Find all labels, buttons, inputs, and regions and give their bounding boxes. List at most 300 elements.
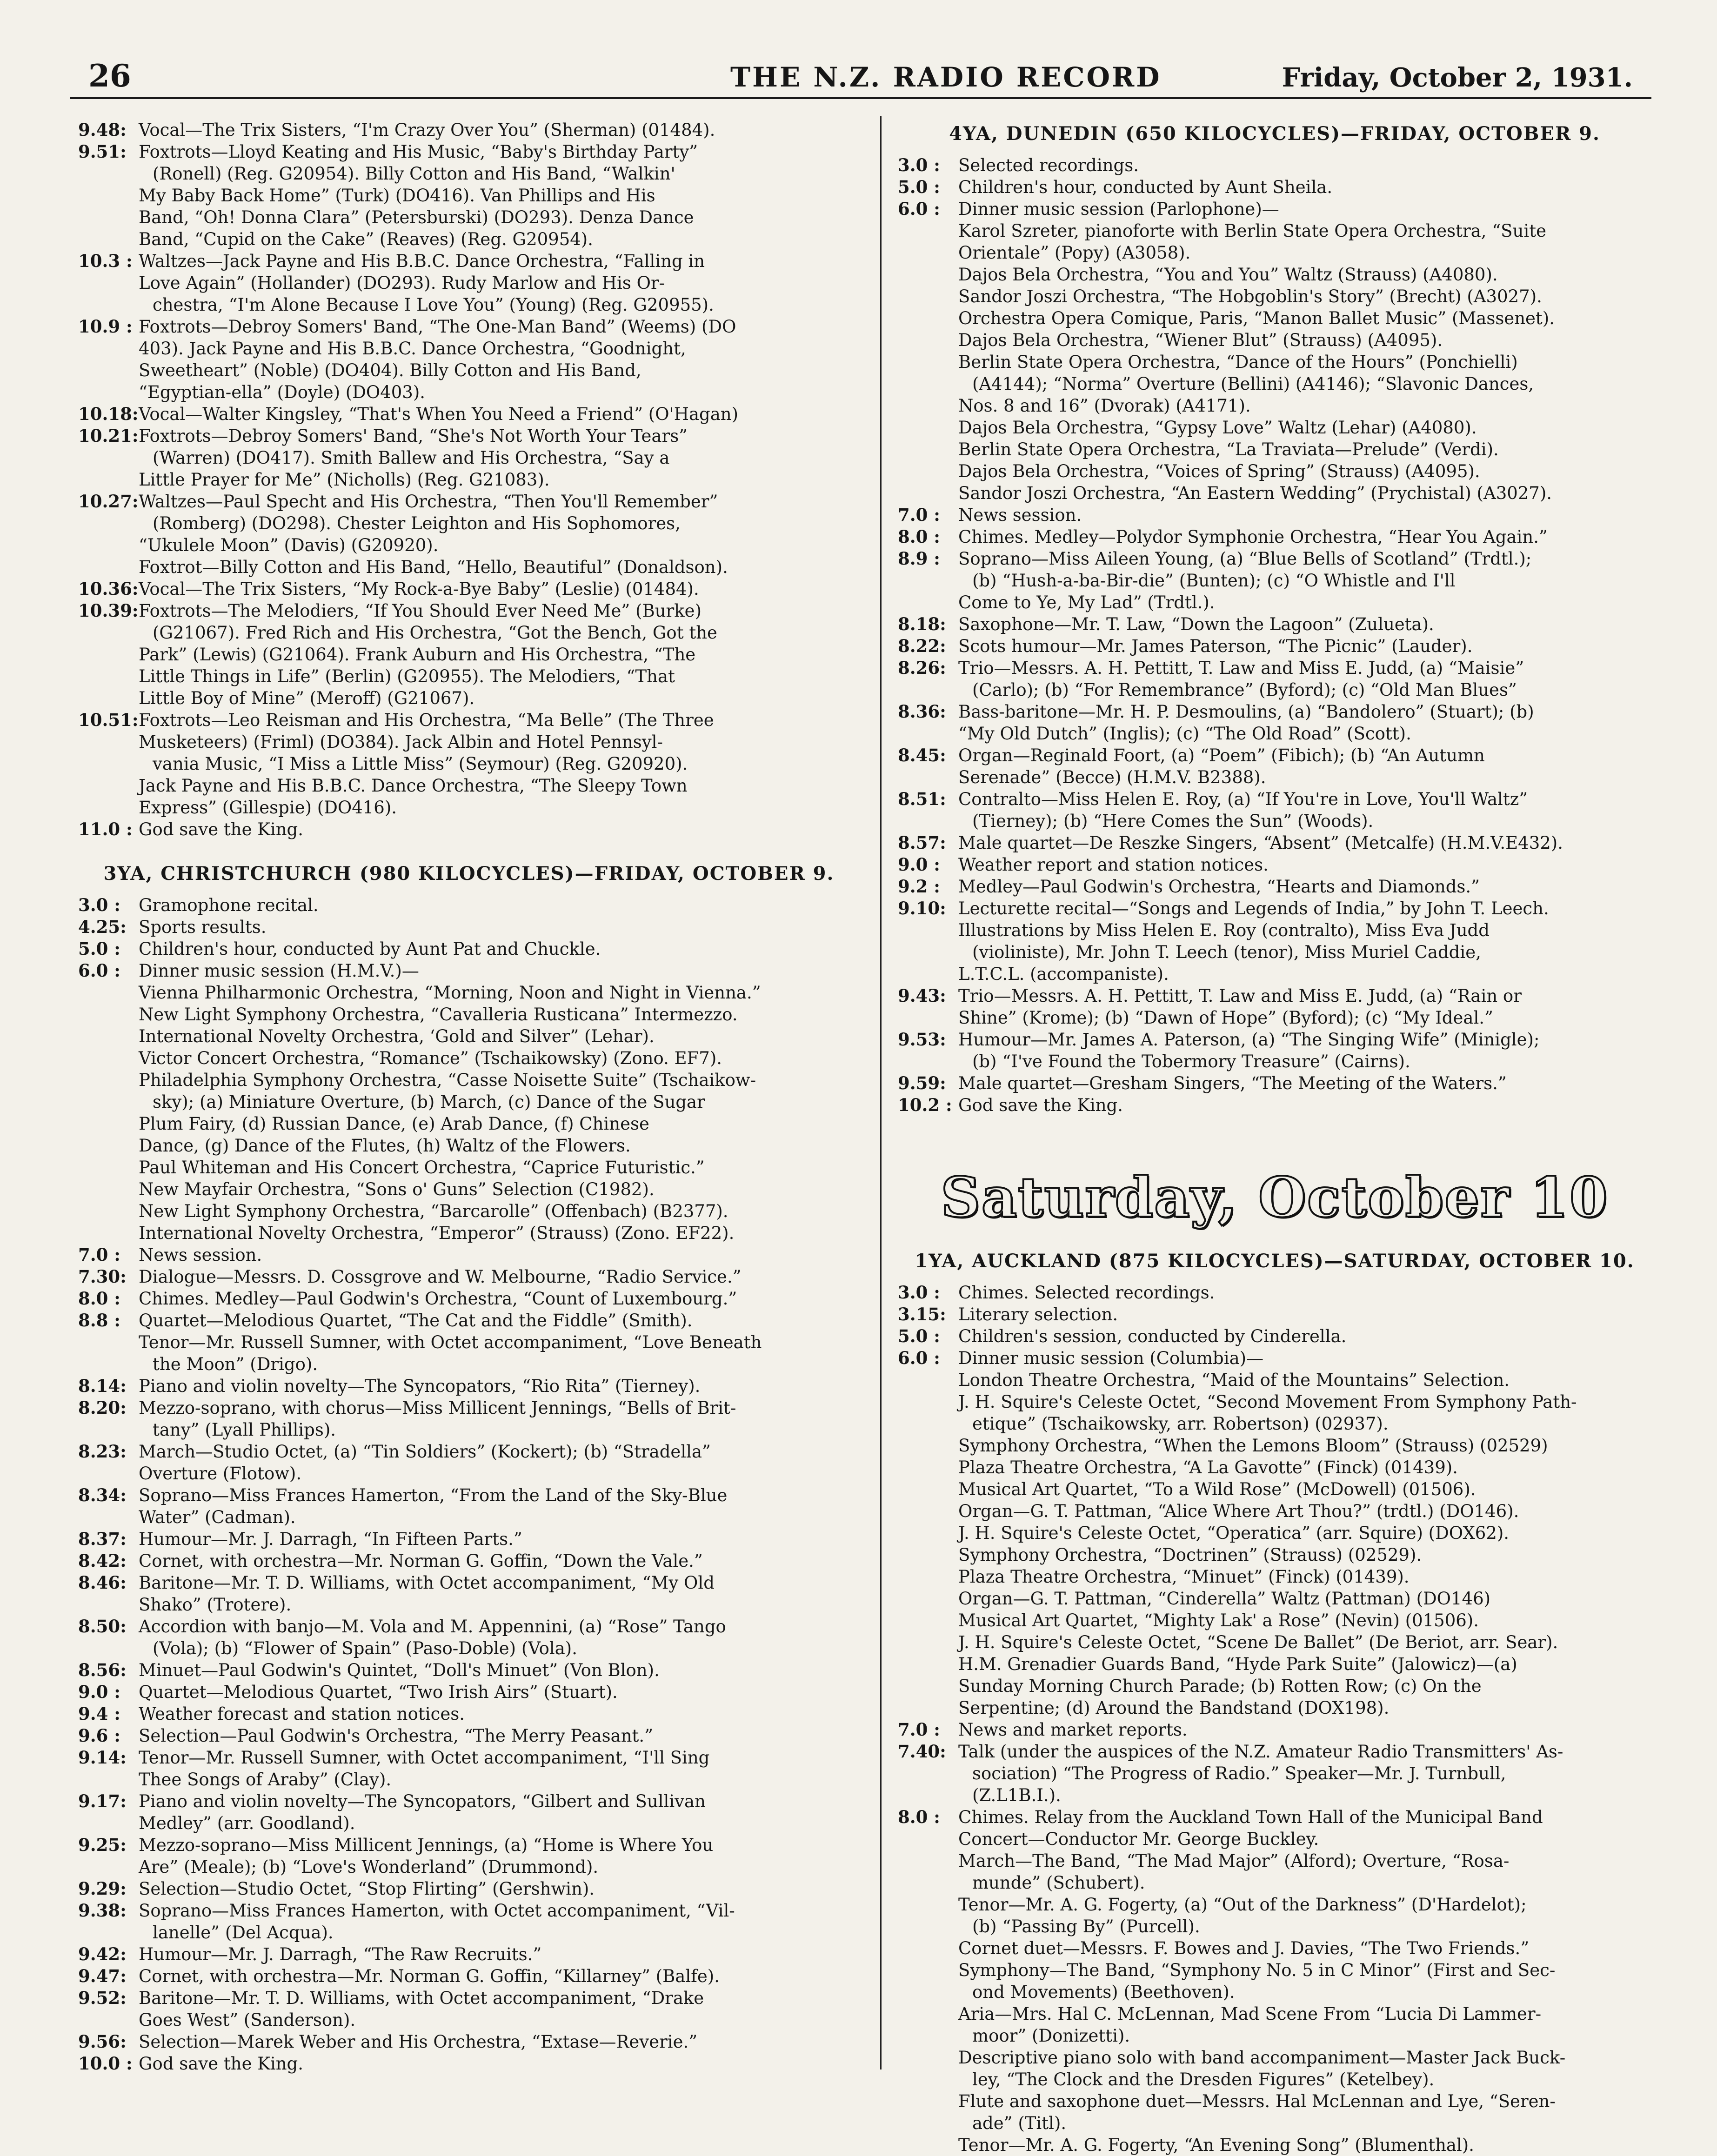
listing-line (78, 1135, 860, 1157)
listing-time: 3.0 : (78, 895, 120, 915)
listing-text: Symphony Orchestra, “When the Lemons Bloom” (Strauss) (02529) (958, 1436, 1548, 1456)
listing-line (78, 1550, 860, 1572)
listing-line (78, 228, 860, 250)
listing-line (78, 622, 860, 644)
listing-text: “Ukulele Moon” (Davis) (G20920). (139, 535, 439, 555)
listing-time: 10.36: (78, 579, 139, 599)
listing-line (78, 1834, 860, 1856)
listing-line (78, 818, 860, 840)
listing-text: Shako” (Trotere). (139, 1595, 292, 1615)
listing-line (78, 469, 860, 491)
listing-line (898, 482, 1651, 504)
listing-time: 9.53: (898, 1029, 946, 1050)
section-heading-3ya: 3YA, CHRISTCHURCH (980 KILOCYCLES)—FRIDAY, OCTOBER 9. (103, 863, 835, 885)
listing-text: Sunday Morning Church Parade; (b) Rotten Row; (c) On the (958, 1676, 1482, 1696)
listing-line (898, 898, 1651, 919)
listing-line (78, 1506, 860, 1528)
left-column (78, 119, 860, 2075)
listing-line (78, 1572, 860, 1594)
listing-line (898, 1325, 1651, 1347)
listing-text: Sports results. (139, 917, 267, 937)
listing-time: 9.38: (78, 1900, 127, 1921)
listing-text: Minuet—Paul Godwin's Quintet, “Doll's Minuet” (Von Blon). (139, 1660, 660, 1680)
listing-text: Serpentine; (d) Around the Bandstand (DOX198). (958, 1698, 1390, 1718)
listing-line (78, 1091, 860, 1113)
listing-text: Concert—Conductor Mr. George Buckley. (958, 1829, 1319, 1849)
listing-text: Paul Whiteman and His Concert Orchestra, “Caprice Futuristic.” (139, 1158, 705, 1178)
listing-line (898, 307, 1651, 329)
listing-text: Express” (Gillespie) (DO416). (139, 798, 397, 818)
listing-line (78, 359, 860, 381)
listing-text: Come to Ye, My Lad” (Trdtl.). (958, 592, 1215, 612)
listing-text: Karol Szreter, pianoforte with Berlin State Opera Orchestra, “Suite (958, 221, 1546, 241)
listing-time: 8.23: (78, 1441, 127, 1462)
listing-line (898, 766, 1651, 788)
1ya-listings (898, 1282, 1651, 2156)
listing-line (78, 894, 860, 916)
listing-line (898, 876, 1651, 898)
listing-line (898, 198, 1651, 220)
listing-line (78, 1353, 860, 1375)
listing-time: 9.14: (78, 1747, 127, 1768)
listing-text: Quartet—Melodious Quartet, “The Cat and the Fiddle” (Smith). (139, 1311, 693, 1331)
listing-text: Berlin State Opera Orchestra, “La Traviata—Prelude” (Verdi). (958, 439, 1499, 459)
listing-line (78, 381, 860, 403)
column-divider (880, 116, 882, 2069)
listing-time: 7.0 : (898, 505, 940, 525)
listing-text: (Tierney); (b) “Here Comes the Sun” (Woods). (972, 811, 1374, 831)
listing-line (898, 1007, 1651, 1029)
listing-line (898, 679, 1651, 701)
friday-continued-listings (78, 119, 860, 840)
listing-text: Accordion with banjo—M. Vola and M. Appennini, (a) “Rose” Tango (139, 1617, 726, 1637)
listing-time: 8.46: (78, 1572, 127, 1593)
listing-text: Mezzo-soprano—Miss Millicent Jennings, (a) “Home is Where You (139, 1835, 714, 1855)
listing-line (898, 1457, 1651, 1478)
listing-text: Piano and violin novelty—The Syncopators, “Rio Rita” (Tierney). (139, 1376, 701, 1396)
listing-time: 7.40: (898, 1741, 946, 1762)
listing-text: Vienna Philharmonic Orchestra, “Morning, Noon and Night in Vienna.” (139, 983, 761, 1003)
listing-text: Saxophone—Mr. T. Law, “Down the Lagoon” (Zulueta). (958, 614, 1434, 634)
listing-text: God save the King. (139, 819, 303, 839)
listing-line (898, 176, 1651, 198)
listing-text: New Light Symphony Orchestra, “Cavalleria Rusticana” Intermezzo. (139, 1005, 738, 1025)
listing-text: sociation) “The Progress of Radio.” Speaker—Mr. J. Turnbull, (972, 1763, 1506, 1783)
listing-line (898, 351, 1651, 373)
listing-line (78, 1222, 860, 1244)
listing-text: Dance, (g) Dance of the Flutes, (h) Waltz of the Flowers. (139, 1136, 631, 1156)
listing-line (78, 1200, 860, 1222)
listing-time: 10.39: (78, 600, 139, 621)
listing-line (898, 460, 1651, 482)
listing-line (78, 1004, 860, 1025)
listing-line (898, 504, 1651, 526)
listing-line (78, 775, 860, 797)
listing-time: 9.47: (78, 1966, 127, 1986)
listing-line (898, 1916, 1651, 1937)
listing-text: Flute and saxophone duet—Messrs. Hal McLennan and Lye, “Seren- (958, 2091, 1556, 2111)
listing-text: Park” (Lewis) (G21064). Frank Auburn and His Orchestra, “The (139, 645, 696, 665)
listing-time: 10.27: (78, 491, 139, 512)
listing-text: Foxtrot—Billy Cotton and His Band, “Hello, Beautiful” (Donaldson). (139, 557, 728, 577)
listing-line (78, 1812, 860, 1834)
listing-time: 8.18: (898, 614, 946, 634)
listing-line (78, 1943, 860, 1965)
listing-text: Little Things in Life” (Berlin) (G20955). The Melodiers, “That (139, 666, 675, 686)
listing-text: ade” (Titl). (972, 2113, 1067, 2133)
listing-line (898, 2047, 1651, 2069)
listing-time: 5.0 : (898, 177, 940, 197)
listing-time: 8.0 : (78, 1288, 120, 1309)
listing-text: Children's hour, conducted by Aunt Sheila. (958, 177, 1333, 197)
listing-text: Gramophone recital. (139, 895, 319, 915)
listing-text: Dajos Bela Orchestra, “Gypsy Love” Waltz (Lehar) (A4080). (958, 418, 1477, 438)
listing-text: Musical Art Quartet, “To a Wild Rose” (McDowell) (01506). (958, 1479, 1476, 1499)
listing-text: vania Music, “I Miss a Little Miss” (Seymour) (Reg. G20920). (153, 754, 688, 774)
listing-line (78, 1025, 860, 1047)
listing-line (898, 1347, 1651, 1369)
listing-line (898, 570, 1651, 592)
listing-line (78, 960, 860, 982)
listing-text: Male quartet—Gresham Singers, “The Meeting of the Waters.” (958, 1073, 1507, 1093)
listing-line (78, 2031, 860, 2053)
listing-line (898, 1631, 1651, 1653)
listing-time: 10.18: (78, 404, 139, 424)
listing-line (898, 1719, 1651, 1741)
listing-text: Band, “Cupid on the Cake” (Reaves) (Reg. G20954). (139, 229, 593, 249)
page-number: 26 (88, 58, 131, 94)
listing-line (898, 329, 1651, 351)
listing-time: 9.43: (898, 985, 946, 1006)
listing-text: Philadelphia Symphony Orchestra, “Casse Noisette Suite” (Tschaikow- (139, 1070, 756, 1090)
listing-text: Dinner music session (H.M.V.)— (139, 961, 419, 981)
listing-line (898, 1937, 1651, 1959)
listing-line (898, 1784, 1651, 1806)
listing-text: Organ—Reginald Foort, (a) “Poem” (Fibich); (b) “An Autumn (958, 745, 1485, 765)
listing-line (78, 1769, 860, 1790)
listing-text: Orchestra Opera Comique, Paris, “Manon Ballet Music” (Massenet). (958, 308, 1555, 328)
listing-line (78, 272, 860, 294)
listing-text: munde” (Schubert). (972, 1873, 1145, 1893)
listing-time: 8.8 : (78, 1310, 120, 1331)
listing-line (78, 316, 860, 338)
listing-line (78, 578, 860, 600)
listing-text: moor” (Donizetti). (972, 2026, 1130, 2046)
listing-text: Symphony Orchestra, “Doctrinen” (Strauss) (02529). (958, 1545, 1422, 1565)
listing-text: lanelle” (Del Acqua). (153, 1923, 334, 1943)
listing-line (78, 938, 860, 960)
listing-text: Selection—Marek Weber and His Orchestra, “Extase—Reverie.” (139, 2032, 698, 2052)
listing-time: 5.0 : (78, 938, 120, 959)
listing-text: Trio—Messrs. A. H. Pettitt, T. Law and Miss E. Judd, (a) “Maisie” (958, 658, 1524, 678)
listing-line (78, 1113, 860, 1135)
listing-line (78, 1288, 860, 1310)
listing-text: Tenor—Mr. Russell Sumner, with Octet accompaniment, “Love Beneath (139, 1332, 762, 1352)
listing-text: Plaza Theatre Orchestra, “Minuet” (Finck) (01439). (958, 1567, 1410, 1587)
listing-line (78, 447, 860, 469)
listing-line (78, 1157, 860, 1178)
listing-line (898, 1741, 1651, 1763)
listing-time: 8.37: (78, 1529, 127, 1549)
listing-text: tany” (Lyall Phillips). (153, 1420, 336, 1440)
listing-time: 9.42: (78, 1944, 127, 1964)
listing-time: 9.10: (898, 898, 946, 918)
listing-time: 7.0 : (78, 1244, 120, 1265)
listing-line (78, 1484, 860, 1506)
listing-line (78, 425, 860, 447)
listing-line (898, 1610, 1651, 1631)
listing-line (78, 119, 860, 141)
listing-line (78, 1244, 860, 1266)
listing-text: (Z.L1B.I.). (972, 1785, 1061, 1805)
listing-text: Foxtrots—Debroy Somers' Band, “The One-Man Band” (Weems) (DO (139, 317, 736, 337)
listing-line (898, 548, 1651, 570)
listing-text: Waltzes—Jack Payne and His B.B.C. Dance Orchestra, “Falling in (139, 251, 705, 271)
listing-text: Aria—Mrs. Hal C. McLennan, Mad Scene From “Lucia Di Lammer- (958, 2004, 1542, 2024)
listing-text: Waltzes—Paul Specht and His Orchestra, “Then You'll Remember” (139, 492, 718, 512)
listing-line (78, 1790, 860, 1812)
listing-text: Little Prayer for Me” (Nicholls) (Reg. G21083). (139, 470, 550, 490)
listing-line (898, 1763, 1651, 1784)
listing-time: 3.0 : (898, 1282, 940, 1303)
listing-line (78, 206, 860, 228)
listing-line (78, 1878, 860, 1900)
listing-text: sky); (a) Miniature Overture, (b) March, (c) Dance of the Sugar (153, 1092, 705, 1112)
listing-line (898, 1413, 1651, 1435)
listing-text: Dajos Bela Orchestra, “Voices of Spring” (Strauss) (A4095). (958, 461, 1480, 481)
listing-line (898, 220, 1651, 242)
listing-text: Dinner music session (Parlophone)— (958, 199, 1279, 219)
listing-text: Piano and violin novelty—The Syncopators, “Gilbert and Sullivan (139, 1791, 706, 1811)
listing-line (78, 1375, 860, 1397)
listing-text: Vocal—The Trix Sisters, “My Rock-a-Bye Baby” (Leslie) (01484). (139, 579, 699, 599)
listing-line (898, 1391, 1651, 1413)
listing-text: Symphony—The Band, “Symphony No. 5 in C Minor” (First and Sec- (958, 1960, 1556, 1980)
listing-text: Selection—Paul Godwin's Orchestra, “The Merry Peasant.” (139, 1726, 654, 1746)
listing-time: 8.34: (78, 1485, 127, 1505)
listing-text: (Warren) (DO417). Smith Ballew and His Orchestra, “Say a (153, 448, 670, 468)
listing-text: International Novelty Orchestra, ‘Gold and Silver” (Lehar). (139, 1026, 655, 1046)
listing-text: Love Again” (Hollander) (DO293). Rudy Marlow and His Or- (139, 273, 665, 293)
listing-line (898, 526, 1651, 548)
listing-line (898, 1653, 1651, 1675)
listing-time: 6.0 : (898, 199, 940, 219)
listing-text: L.T.C.L. (accompaniste). (958, 964, 1169, 984)
right-column (898, 119, 1651, 2156)
listing-line (898, 1850, 1651, 1872)
listing-time: 9.51: (78, 141, 127, 162)
listing-line (78, 1266, 860, 1288)
listing-time: 10.21: (78, 426, 139, 446)
listing-text: Foxtrots—The Melodiers, “If You Should Ever Need Me” (Burke) (139, 601, 701, 621)
listing-text: “My Old Dutch” (Inglis); (c) “The Old Road” (Scott). (958, 724, 1411, 744)
listing-line (898, 832, 1651, 854)
listing-text: Dinner music session (Columbia)— (958, 1348, 1264, 1368)
listing-text: the Moon” (Drigo). (153, 1354, 318, 1374)
listing-text: Tenor—Mr. Russell Sumner, with Octet accompaniment, “I'll Sing (139, 1748, 710, 1768)
section-heading-1ya: 1YA, AUCKLAND (875 KILOCYCLES)—SATURDAY, OCTOBER 10. (915, 1250, 1635, 1272)
listing-line (898, 701, 1651, 723)
listing-text: (A4144); “Norma” Overture (Bellini) (A4146); “Slavonic Dances, (972, 374, 1534, 394)
listing-text: Foxtrots—Leo Reisman and His Orchestra, “Ma Belle” (The Three (139, 710, 714, 730)
listing-text: J. H. Squire's Celeste Octet, “Second Movement From Symphony Path- (958, 1392, 1577, 1412)
listing-text: ond Movements) (Beethoven). (972, 1982, 1235, 2002)
listing-time: 9.56: (78, 2031, 127, 2052)
listing-text: Male quartet—De Reszke Singers, “Absent” (Metcalfe) (H.M.V.E432). (958, 833, 1563, 853)
listing-line (78, 1922, 860, 1943)
listing-line (78, 1725, 860, 1747)
listing-text: Cornet, with orchestra—Mr. Norman G. Goffin, “Killarney” (Balfe). (139, 1966, 720, 1986)
listing-text: Soprano—Miss Frances Hamerton, “From the Land of the Sky-Blue (139, 1485, 728, 1505)
listing-time: 11.0 : (78, 819, 133, 839)
listing-time: 8.57: (898, 832, 946, 853)
listing-text: Band, “Oh! Donna Clara” (Petersburski) (DO293). Denza Dance (139, 207, 694, 227)
listing-text: Humour—Mr. J. Darragh, “In Fifteen Parts.” (139, 1529, 522, 1549)
listing-line (898, 1544, 1651, 1566)
listing-time: 7.30: (78, 1266, 127, 1287)
listing-line (78, 141, 860, 163)
listing-time: 9.25: (78, 1835, 127, 1855)
listing-text: Sandor Joszi Orchestra, “The Hobgoblin's Story” (Brecht) (A3027). (958, 286, 1542, 306)
listing-text: International Novelty Orchestra, “Emperor” (Strauss) (Zono. EF22). (139, 1223, 735, 1243)
listing-time: 4.25: (78, 917, 127, 937)
listing-time: 8.0 : (898, 1807, 940, 1827)
listing-time: 8.56: (78, 1660, 127, 1680)
listing-line (898, 1500, 1651, 1522)
listing-line (78, 512, 860, 534)
listing-text: Water” (Cadman). (139, 1507, 296, 1527)
listing-time: 8.9 : (898, 548, 940, 569)
listing-text: Jack Payne and His B.B.C. Dance Orchestra, “The Sleepy Town (139, 776, 688, 796)
listing-text: Soprano—Miss Aileen Young, (a) “Blue Bells of Scotland” (Trdtl.); (958, 549, 1532, 569)
listing-text: Baritone—Mr. T. D. Williams, with Octet accompaniment, “Drake (139, 1988, 704, 2008)
listing-line (78, 534, 860, 556)
listing-line (898, 2069, 1651, 2090)
listing-line (78, 600, 860, 622)
listing-line (78, 1331, 860, 1353)
listing-line (78, 644, 860, 665)
listing-text: Are” (Meale); (b) “Love's Wonderland” (Drummond). (139, 1857, 599, 1877)
listing-line (78, 403, 860, 425)
listing-line (898, 154, 1651, 176)
listing-text: Humour—Mr. J. Darragh, “The Raw Recruits.” (139, 1944, 542, 1964)
listing-line (898, 2112, 1651, 2134)
listing-time: 9.17: (78, 1791, 127, 1811)
listing-time: 10.0 : (78, 2053, 133, 2074)
listing-line (898, 985, 1651, 1007)
listing-text: Serenade” (Becce) (H.M.V. B2388). (958, 767, 1266, 787)
listing-text: (b) “I've Found the Tobermory Treasure” (Cairns). (972, 1051, 1410, 1071)
listing-line (898, 2025, 1651, 2047)
listing-line (898, 613, 1651, 635)
listing-line (898, 1981, 1651, 2003)
listing-text: Children's hour, conducted by Aunt Pat and Chuckle. (139, 939, 601, 959)
listing-time: 8.51: (898, 789, 946, 809)
listing-line (898, 417, 1651, 439)
listing-text: (Vola); (b) “Flower of Spain” (Paso-Doble) (Vola). (153, 1638, 577, 1658)
listing-time: 9.4 : (78, 1704, 120, 1724)
listing-text: Selected recordings. (958, 155, 1139, 175)
listing-text: Dajos Bela Orchestra, “You and You” Waltz (Strauss) (A4080). (958, 265, 1498, 285)
listing-text: Children's session, conducted by Cinderella. (958, 1326, 1347, 1346)
3ya-listings (78, 894, 860, 2075)
listing-text: Organ—G. T. Pattman, “Cinderella” Waltz (Pattman) (DO146) (958, 1589, 1491, 1609)
listing-text: News and market reports. (958, 1720, 1188, 1740)
listing-text: News session. (139, 1245, 262, 1265)
listing-text: Scots humour—Mr. James Paterson, “The Picnic” (Lauder). (958, 636, 1473, 656)
listing-text: Cornet duet—Messrs. F. Bowes and J. Davies, “The Two Friends.” (958, 1938, 1530, 1958)
listing-time: 10.2 : (898, 1095, 952, 1115)
listing-line (898, 439, 1651, 460)
listing-line (898, 242, 1651, 264)
listing-line (898, 919, 1651, 941)
listing-line (898, 657, 1651, 679)
listing-text: (Carlo); (b) “For Remembrance” (Byford); (c) “Old Man Blues” (972, 680, 1517, 700)
listing-text: Chimes. Medley—Polydor Symphonie Orchestra, “Hear You Again.” (958, 527, 1548, 547)
listing-text: Descriptive piano solo with band accompaniment—Master Jack Buck- (958, 2048, 1566, 2068)
listing-line (78, 1965, 860, 1987)
listing-line (898, 810, 1651, 832)
listing-line (78, 294, 860, 316)
listing-text: Musical Art Quartet, “Mighty Lak' a Rose” (Nevin) (01506). (958, 1610, 1479, 1630)
listing-line (898, 1697, 1651, 1719)
listing-text: “Egyptian-ella” (Doyle) (DO403). (139, 382, 426, 402)
masthead: THE N.Z. RADIO RECORD (730, 61, 1162, 93)
listing-line (898, 2003, 1651, 2025)
listing-line (78, 1310, 860, 1331)
listing-line (78, 1463, 860, 1484)
listing-line (898, 373, 1651, 395)
listing-line (898, 1959, 1651, 1981)
listing-line (898, 635, 1651, 657)
listing-time: 9.29: (78, 1878, 127, 1899)
listing-text: Contralto—Miss Helen E. Roy, (a) “If You're in Love, You'll Waltz” (958, 789, 1528, 809)
listing-line (898, 1051, 1651, 1072)
listing-line (898, 963, 1651, 985)
listing-text: Little Boy of Mine” (Meroff) (G21067). (139, 688, 475, 708)
listing-text: Weather report and station notices. (958, 855, 1269, 875)
listing-line (898, 1304, 1651, 1325)
listing-text: Illustrations by Miss Helen E. Roy (contralto), Miss Eva Judd (958, 920, 1490, 940)
listing-text: Cornet, with orchestra—Mr. Norman G. Goffin, “Down the Vale.” (139, 1551, 703, 1571)
listing-line (898, 1282, 1651, 1304)
listing-text: etique” (Tschaikowsky, arr. Robertson) (02937). (972, 1414, 1389, 1434)
listing-line (78, 753, 860, 775)
listing-text: Literary selection. (958, 1304, 1118, 1324)
page-header (70, 55, 1651, 99)
listing-text: Medley” (arr. Goodland). (139, 1813, 355, 1833)
listing-line (78, 1047, 860, 1069)
listing-text: Chimes. Relay from the Auckland Town Hall of the Municipal Band (958, 1807, 1543, 1827)
listing-line (898, 1478, 1651, 1500)
listing-time: 6.0 : (78, 960, 120, 981)
listing-text: London Theatre Orchestra, “Maid of the Mountains” Selection. (958, 1370, 1510, 1390)
listing-line (78, 1397, 860, 1419)
listing-line (898, 1522, 1651, 1544)
listing-text: (Ronell) (Reg. G20954). Billy Cotton and His Band, “Walkin' (153, 164, 675, 184)
listing-text: Shine” (Krome); (b) “Dawn of Hope” (Byford); (c) “My Ideal.” (958, 1008, 1493, 1028)
listing-text: (b) “Passing By” (Purcell). (972, 1916, 1200, 1936)
listing-line (898, 1094, 1651, 1116)
listing-line (78, 163, 860, 185)
4ya-listings (898, 154, 1651, 1116)
listing-line (78, 338, 860, 359)
listing-line (78, 1616, 860, 1637)
listing-time: 9.2 : (898, 876, 940, 897)
listing-text: (Romberg) (DO298). Chester Leighton and His Sophomores, (153, 513, 681, 533)
listing-line (898, 2134, 1651, 2156)
listing-text: J. H. Squire's Celeste Octet, “Operatica” (arr. Squire) (DOX62). (958, 1523, 1510, 1543)
